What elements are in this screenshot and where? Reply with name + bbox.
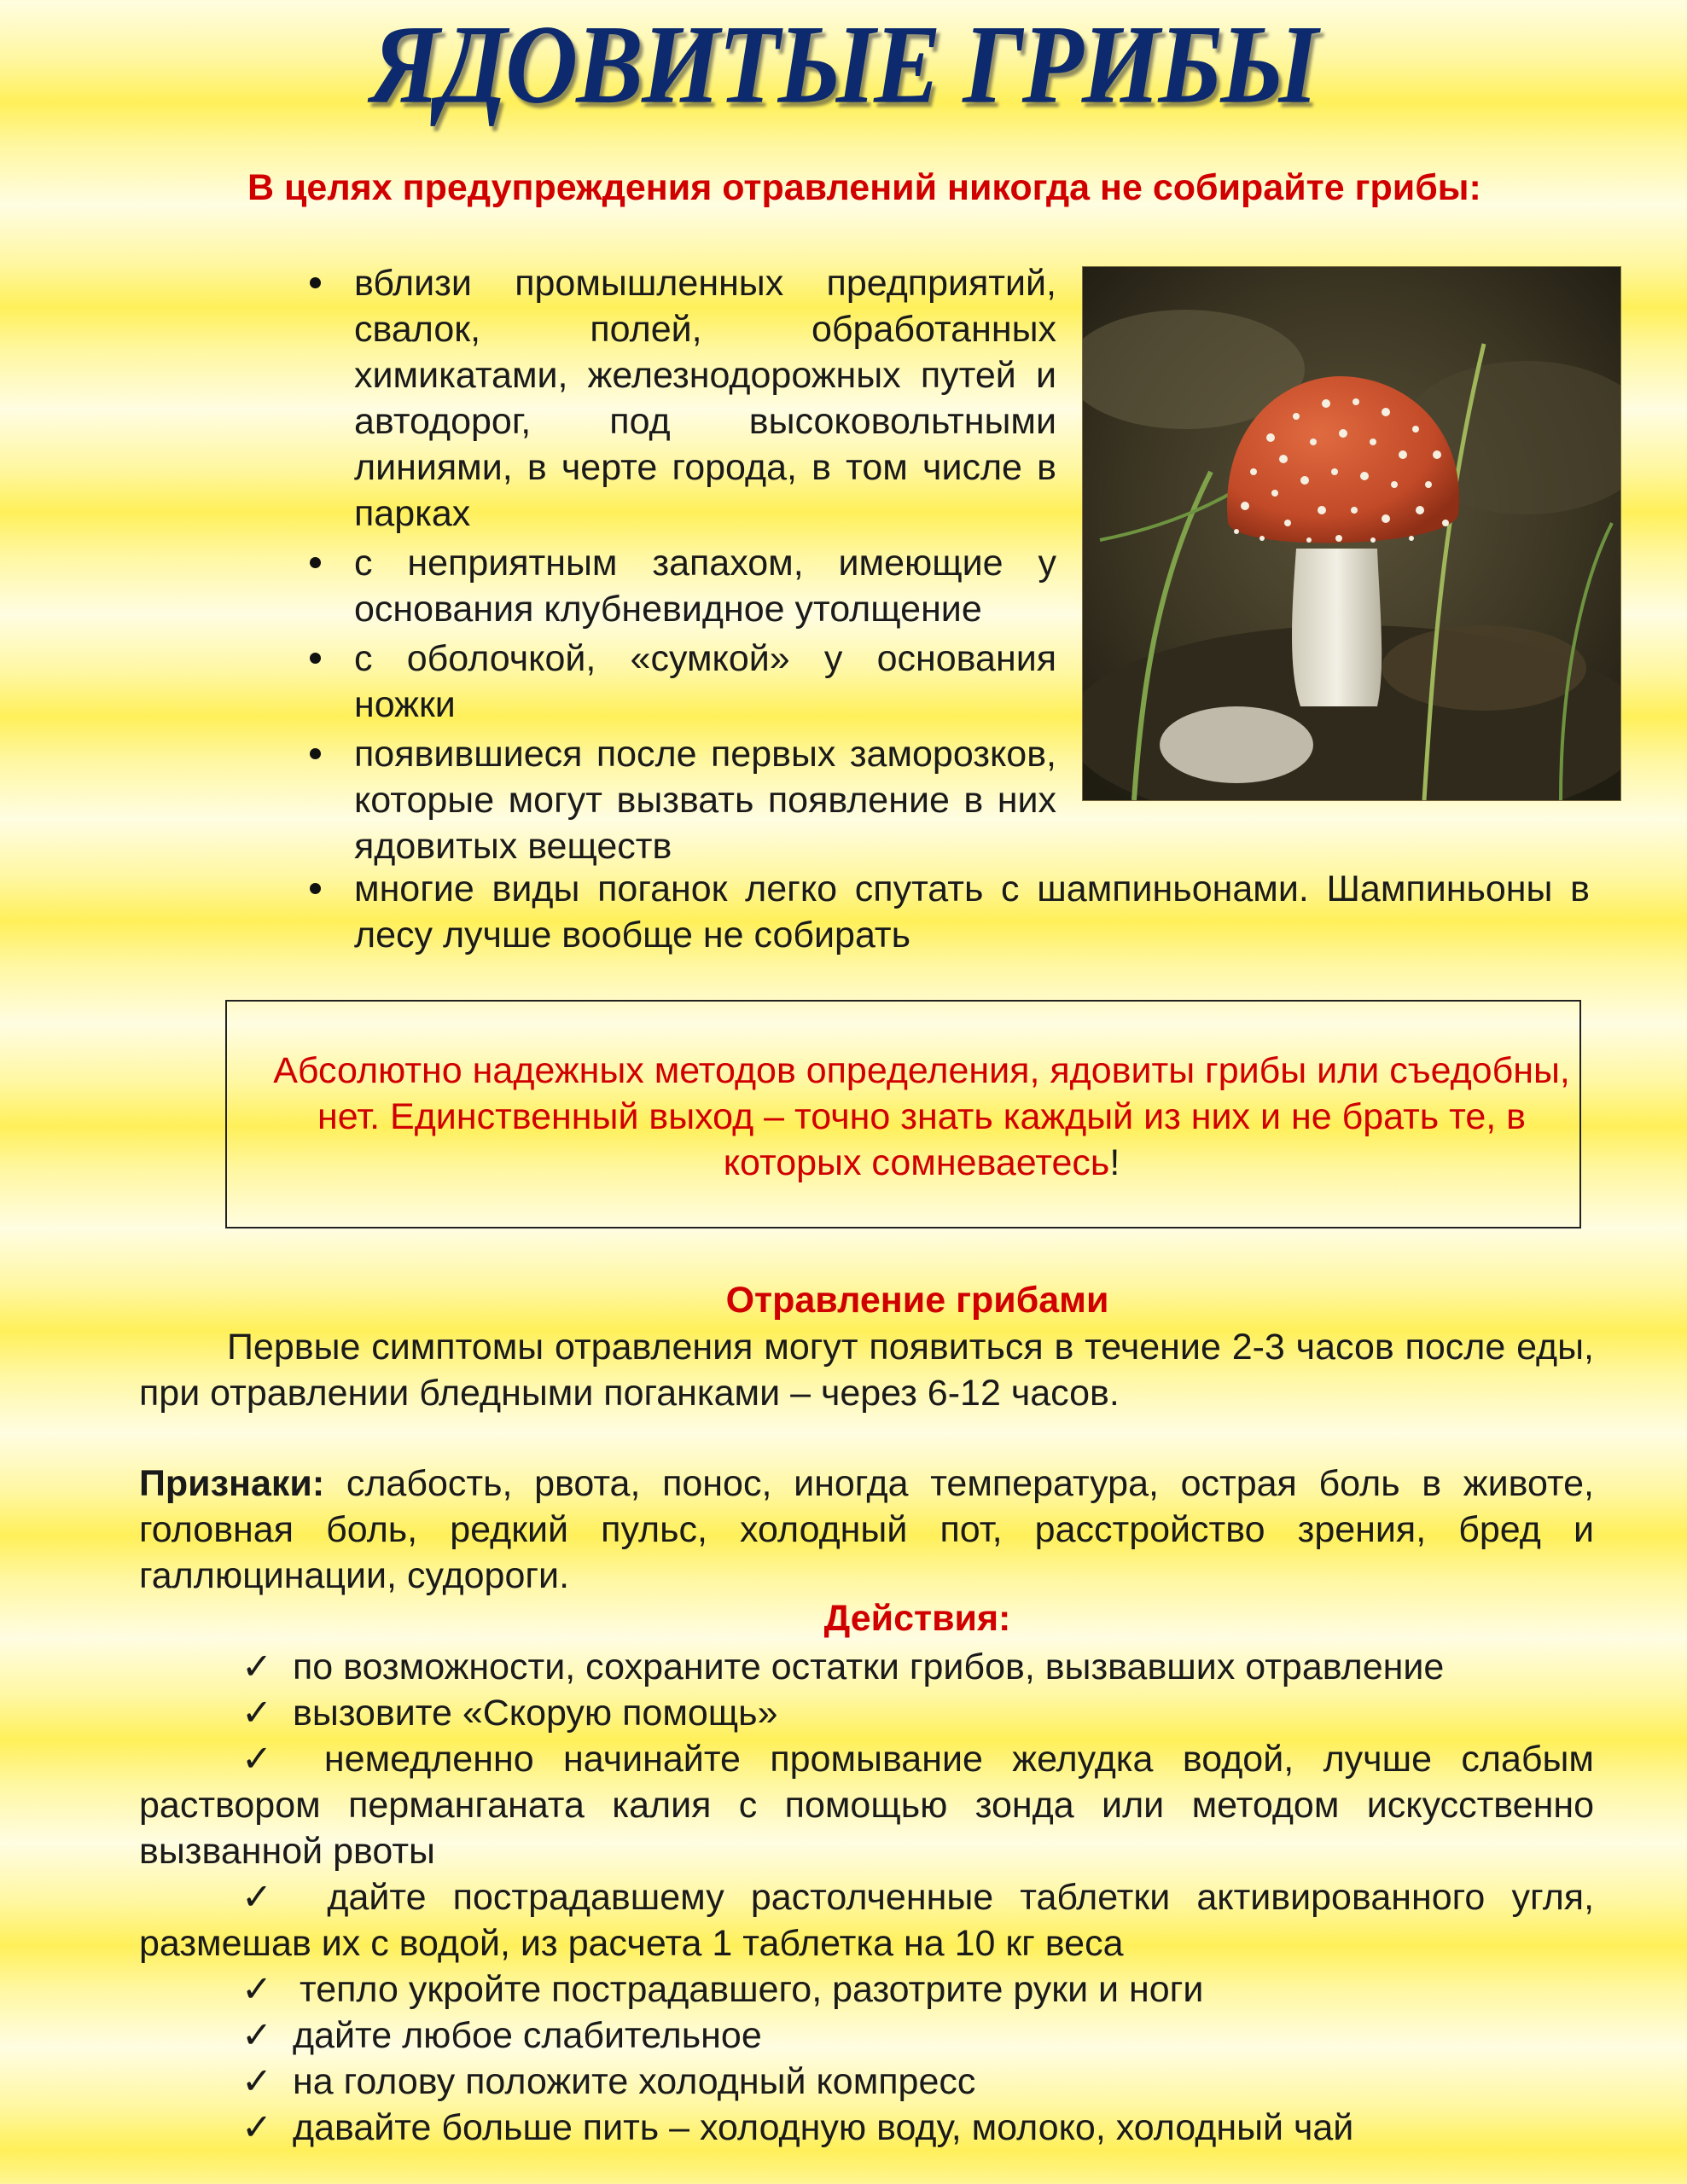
list-item bbox=[354, 866, 1590, 958]
action-item-text: вызовите «Скорую помощь» bbox=[292, 1693, 778, 1734]
signs-label: Признаки: bbox=[139, 1463, 325, 1504]
list-item bbox=[354, 540, 1056, 632]
action-item-text: дайте пострадавшему растолченные таблетки активированного угля, размешав их с водой, из расчета 1 таблетка на 10 кг веса bbox=[139, 1877, 1595, 1964]
action-item-text: давайте больше пить – холодную воду, молоко, холодный чай bbox=[292, 2107, 1354, 2148]
fly-agaric-mushroom-photo bbox=[1082, 266, 1621, 801]
action-item-text: тепло укройте пострадавшего, разотрите руки и ноги bbox=[299, 1969, 1204, 2010]
action-item bbox=[139, 1874, 1594, 1966]
warning-heading: В целях предупреждения отравлений никогда не собирайте грибы: bbox=[247, 167, 1481, 208]
action-item bbox=[241, 2105, 1353, 2151]
list-item bbox=[354, 731, 1056, 869]
checkmark-icon: ✓ bbox=[241, 2015, 273, 2056]
poisoning-heading: Отравление грибами bbox=[725, 1280, 1109, 1321]
action-item bbox=[241, 2059, 975, 2105]
signs-text: слабость, рвота, понос, иногда температура, острая боль в животе, головная боль, редкий пульс, холодный пот, расстройство зрения, бред и галлюцинации, судороги. bbox=[139, 1463, 1594, 1596]
alert-text-main: Абсолютно надежных методов определения, ядовиты грибы или съедобны, нет. Единственный выход – точно знать каждый из них и не брать те, в которых сомневаетесь bbox=[273, 1050, 1570, 1183]
action-item-text: немедленно начинайте промывание желудка водой, лучше слабым раствором перманганата калия с помощью зонда или методом искусственно вызванной рвоты bbox=[139, 1739, 1594, 1872]
bullet-icon bbox=[310, 748, 321, 759]
list-item-text: вблизи промышленных предприятий, свалок, полей, обработанных химикатами, железнодорожных путей и автодорог, под высоковольтными линиями, в черте города, в том числе в парках bbox=[354, 263, 1056, 534]
action-item bbox=[241, 1690, 778, 1736]
checkmark-icon: ✓ bbox=[241, 2107, 273, 2148]
list-item-text: многие виды поганок легко спутать с шампиньонами. Шампиньоны в лесу лучше вообще не собирать bbox=[354, 868, 1590, 956]
checkmark-icon: ✓ bbox=[241, 1739, 292, 1780]
list-item-text: с неприятным запахом, имеющие у основания клубневидное утолщение bbox=[354, 543, 1056, 630]
poisoning-paragraph: Первые симптомы отравления могут появиться в течение 2-3 часов после еды, при отравлении бледными поганками – через 6-12 часов. bbox=[139, 1327, 1594, 1414]
bullet-icon bbox=[310, 277, 321, 288]
precaution-list-wide bbox=[354, 866, 1590, 958]
checkmark-icon: ✓ bbox=[241, 1877, 289, 1918]
action-item bbox=[241, 1966, 1203, 2013]
checkmark-icon: ✓ bbox=[241, 1969, 273, 2010]
checkmark-icon: ✓ bbox=[241, 1647, 273, 1687]
action-item-text: по возможности, сохраните остатки грибов, вызвавших отравление bbox=[292, 1647, 1445, 1687]
checkmark-icon: ✓ bbox=[241, 2061, 273, 2102]
signs-paragraph bbox=[139, 1461, 1594, 1599]
action-item-text: на голову положите холодный компресс bbox=[292, 2061, 976, 2102]
actions-list bbox=[139, 1644, 1594, 2156]
list-item bbox=[354, 636, 1056, 728]
action-item bbox=[241, 2013, 762, 2059]
action-item bbox=[241, 1644, 1444, 1690]
precaution-list bbox=[354, 260, 1056, 869]
action-item bbox=[139, 1736, 1594, 1874]
alert-text-end: ! bbox=[1109, 1142, 1120, 1183]
bullet-icon bbox=[310, 557, 321, 568]
page-title: ЯДОВИТЫЕ ГРИБЫ bbox=[370, 2, 1317, 127]
bullet-icon bbox=[310, 883, 321, 894]
action-item-text: дайте любое слабительное bbox=[292, 2015, 762, 2056]
list-item-text: появившиеся после первых заморозков, которые могут вызвать появление в них ядовитых веществ bbox=[354, 734, 1056, 867]
bullet-icon bbox=[310, 653, 321, 664]
alert-text bbox=[265, 1048, 1579, 1186]
actions-heading: Действия: bbox=[823, 1598, 1011, 1639]
list-item-text: с оболочкой, «сумкой» у основания ножки bbox=[354, 638, 1056, 725]
list-item bbox=[354, 260, 1056, 537]
checkmark-icon: ✓ bbox=[241, 1693, 273, 1734]
